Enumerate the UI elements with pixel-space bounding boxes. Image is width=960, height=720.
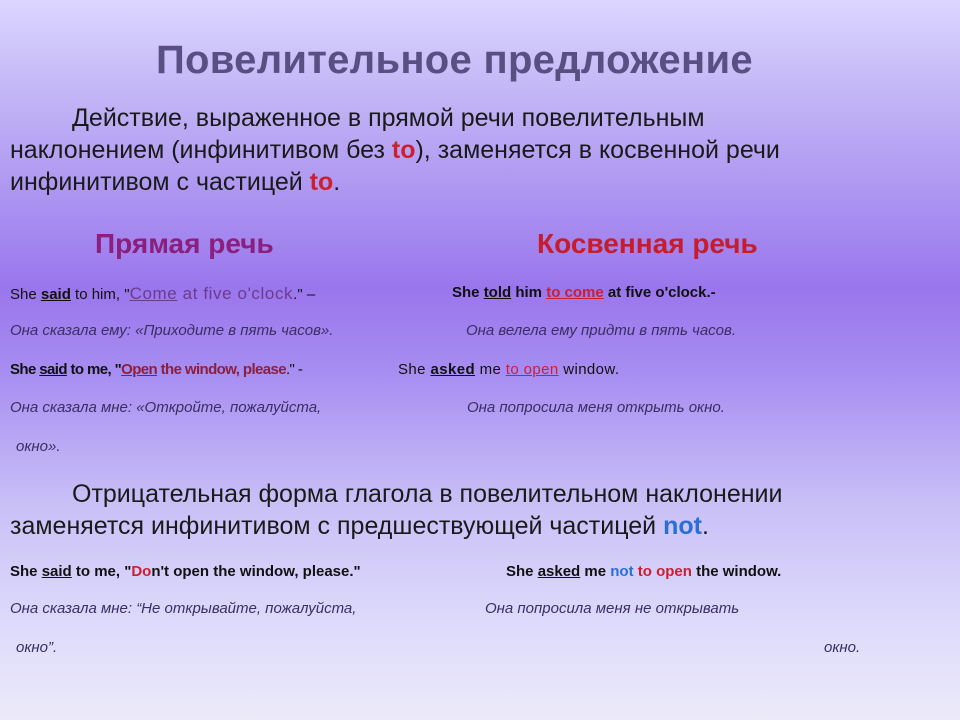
rule-paragraph-2	[10, 478, 954, 542]
example1-ru-indirect: Она велела ему придти в пять часов.	[466, 322, 736, 339]
rule-paragraph-1	[10, 102, 954, 198]
heading-direct-speech: Прямая речь	[95, 228, 274, 259]
example2-ru-direct-line2: окно».	[16, 438, 61, 455]
quote-verb: Open	[121, 361, 158, 378]
infinitive-to-open: to open	[505, 361, 559, 378]
example3-indirect: She asked me not to open the window.	[506, 563, 782, 580]
keyword-to: to	[391, 136, 416, 164]
dont-red: Do	[131, 563, 152, 580]
keyword-not: not	[663, 512, 702, 540]
verb-told: told	[483, 284, 512, 301]
example3-direct: She said to me, "Don't open the window, please."	[10, 563, 361, 580]
example3-ru-indirect-line2: окно.	[824, 639, 861, 656]
example1-direct: She said to him, "Come at five o'clock." –	[10, 284, 316, 303]
keyword-to: to	[309, 168, 334, 196]
rule1-line2: наклонением (инфинитивом без to), заменяется в косвенной речи	[10, 136, 780, 164]
heading-indirect-speech: Косвенная речь	[537, 228, 758, 259]
rule1-line3: инфинитивом с частицей to.	[10, 168, 341, 196]
example3-ru-direct-line2: окно”.	[16, 639, 58, 656]
verb-asked: asked	[430, 361, 476, 378]
example3-ru-direct-line1: Она сказала мне: “Не открывайте, пожалуйста,	[10, 600, 357, 617]
verb-asked: asked	[537, 563, 581, 580]
page-title: Повелительное предложение	[156, 38, 753, 82]
example2-indirect: She asked me to open window.	[398, 361, 620, 378]
infinitive-to-open: to open	[637, 563, 692, 580]
quote-verb: Come	[129, 284, 178, 303]
example1-indirect: She told him to come at five o'clock.-	[452, 284, 716, 301]
verb-said: said	[39, 361, 67, 378]
verb-said: said	[40, 286, 71, 303]
example2-direct: She said to me, "Open the window, please." -	[10, 361, 303, 378]
example3-ru-indirect-line1: Она попросила меня не открывать	[485, 600, 740, 617]
example2-ru-direct-line1: Она сказала мне: «Откройте, пожалуйста,	[10, 399, 322, 416]
rule2-line2: заменяется инфинитивом с предшествующей частицей not.	[10, 512, 709, 540]
infinitive-to-come: to come	[546, 284, 604, 301]
keyword-not: not	[610, 563, 634, 580]
verb-said: said	[41, 563, 72, 580]
rule1-line1: Действие, выраженное в прямой речи повелительным	[72, 104, 705, 132]
example2-ru-indirect: Она попросила меня открыть окно.	[467, 399, 725, 416]
rule2-line1: Отрицательная форма глагола в повелительном наклонении	[72, 480, 783, 508]
example1-ru-direct: Она сказала ему: «Приходите в пять часов».	[10, 322, 334, 339]
